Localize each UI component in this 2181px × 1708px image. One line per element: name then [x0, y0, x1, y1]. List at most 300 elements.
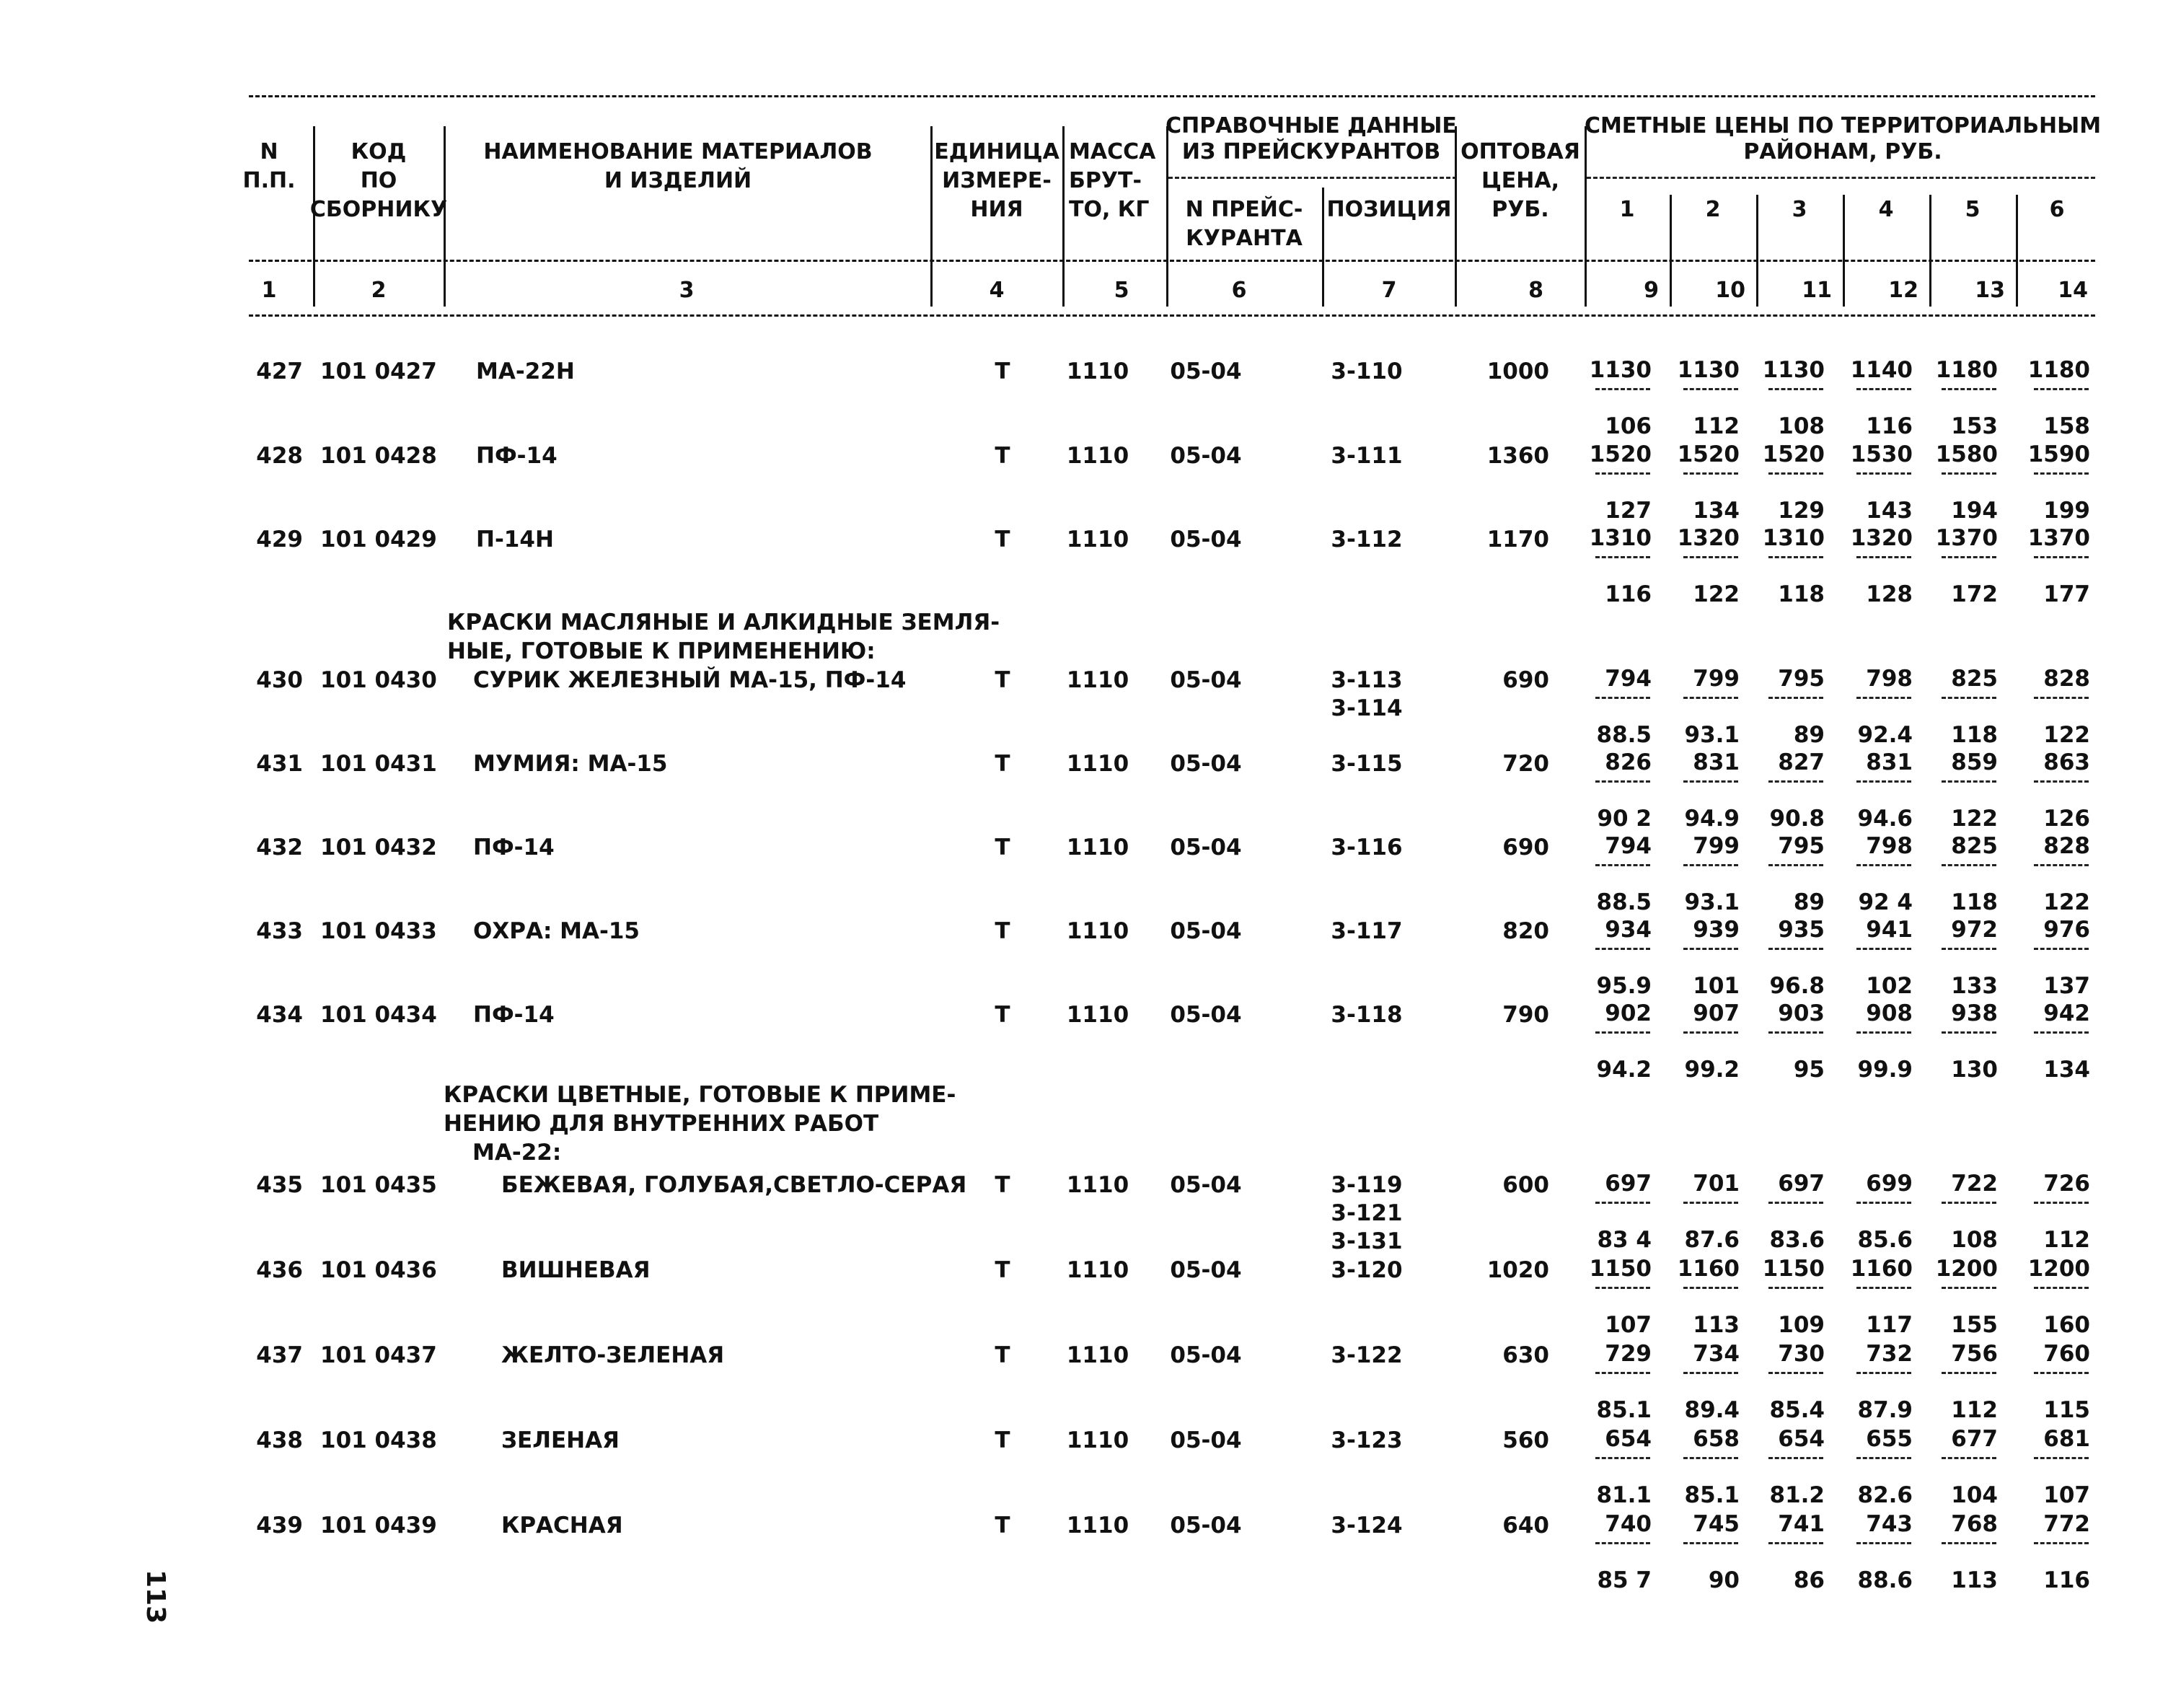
row-region-price-sub: 89	[1793, 722, 1825, 748]
row-unit: Т	[995, 918, 1010, 944]
row-position: 3-119	[1331, 1172, 1403, 1198]
row-region-price-sub: 85.6	[1857, 1227, 1913, 1253]
row-unit: Т	[995, 1427, 1010, 1453]
row-code: 101 0432	[320, 835, 437, 860]
fraction-bar	[2034, 1457, 2089, 1459]
row-region-price: 697	[1605, 1171, 1652, 1197]
header-col5-line3: ТО, КГ	[1069, 197, 1150, 222]
row-region-price-sub: 85.4	[1769, 1397, 1825, 1423]
fraction-bar	[1768, 1202, 1823, 1204]
row-unit: Т	[995, 835, 1010, 860]
fraction-bar	[1856, 1372, 1911, 1374]
row-number: 435	[256, 1172, 303, 1198]
fraction-bar	[1942, 556, 1996, 558]
row-region-price: 1520	[1677, 441, 1740, 467]
page-number: 113	[141, 1570, 170, 1624]
row-region-price: 903	[1778, 1000, 1825, 1026]
row-unit: Т	[995, 527, 1010, 553]
section-heading: НЫЕ, ГОТОВЫЕ К ПРИМЕНЕНИЮ:	[447, 638, 876, 664]
row-code: 101 0434	[320, 1002, 437, 1028]
fraction-bar	[1595, 1457, 1650, 1459]
row-region-price: 1130	[1677, 357, 1740, 383]
row-price-list: 05-04	[1170, 1257, 1242, 1283]
row-region-price-sub: 94.6	[1857, 806, 1913, 832]
row-wholesale-price: 560	[1502, 1427, 1549, 1453]
row-number: 436	[256, 1257, 303, 1283]
fraction-bar	[1942, 948, 1996, 950]
row-position: 3-121	[1331, 1200, 1403, 1226]
row-unit: Т	[995, 443, 1010, 469]
row-region-price-sub: 94.2	[1596, 1057, 1652, 1083]
fraction-bar	[1942, 697, 1996, 699]
row-region-price: 741	[1778, 1511, 1825, 1537]
row-region-price-sub: 99.2	[1684, 1057, 1740, 1083]
col-number: 11	[1802, 278, 1832, 303]
fraction-bar	[2034, 472, 2089, 475]
header-region-4: 4	[1878, 197, 1894, 222]
row-code: 101 0429	[320, 527, 437, 553]
col-number: 1	[261, 278, 277, 303]
row-mass: 1110	[1066, 358, 1129, 384]
row-name: СУРИК ЖЕЛЕЗНЫЙ МА-15, ПФ-14	[473, 667, 907, 693]
row-number: 432	[256, 835, 303, 860]
header-ref-group-line1: СПРАВОЧНЫЕ ДАННЫЕ	[1166, 113, 1457, 138]
header-col2-line3: СБОРНИКУ	[309, 197, 448, 222]
header-col4-line2: ИЗМЕРЕ-	[942, 168, 1052, 193]
row-region-price: 794	[1605, 833, 1652, 859]
row-unit: Т	[995, 1257, 1010, 1283]
row-code: 101 0431	[320, 751, 437, 777]
row-wholesale-price: 690	[1502, 667, 1549, 693]
fraction-bar	[1595, 697, 1650, 699]
row-region-price: 722	[1951, 1171, 1998, 1197]
row-number: 438	[256, 1427, 303, 1453]
row-position: 3-112	[1331, 527, 1403, 553]
fraction-bar	[1595, 556, 1650, 558]
row-region-price-sub: 130	[1951, 1057, 1998, 1083]
fraction-bar	[1856, 472, 1911, 475]
row-position: 3-117	[1331, 918, 1403, 944]
row-region-price-sub: 116	[1605, 581, 1652, 607]
row-region-price: 772	[2043, 1511, 2090, 1537]
row-region-price-sub: 86	[1793, 1567, 1825, 1593]
header-region-1: 1	[1619, 197, 1635, 222]
fraction-bar	[1683, 1457, 1738, 1459]
col-number: 13	[1975, 278, 2005, 303]
header-col1-line1: N	[260, 139, 278, 164]
row-region-price: 795	[1778, 666, 1825, 692]
row-code: 101 0438	[320, 1427, 437, 1453]
fraction-bar	[1683, 864, 1738, 866]
row-region-price: 1310	[1589, 525, 1652, 551]
fraction-bar	[1768, 556, 1823, 558]
row-region-price: 794	[1605, 666, 1652, 692]
fraction-bar	[1595, 1287, 1650, 1289]
row-code: 101 0433	[320, 918, 437, 944]
fraction-bar	[1595, 948, 1650, 950]
row-number: 434	[256, 1002, 303, 1028]
row-mass: 1110	[1066, 1172, 1129, 1198]
row-number: 439	[256, 1513, 303, 1538]
col-separator	[1756, 195, 1758, 307]
fraction-bar	[2034, 780, 2089, 783]
fraction-bar	[1942, 1457, 1996, 1459]
row-region-price-sub: 81.2	[1769, 1482, 1825, 1508]
fraction-bar	[1942, 388, 1996, 390]
row-region-price-sub: 95.9	[1596, 973, 1652, 999]
row-region-price-sub: 85 7	[1597, 1567, 1652, 1593]
row-mass: 1110	[1066, 527, 1129, 553]
row-mass: 1110	[1066, 751, 1129, 777]
header-region-3: 3	[1792, 197, 1807, 222]
header-col7: ПОЗИЦИЯ	[1326, 197, 1452, 222]
row-region-price: 825	[1951, 666, 1998, 692]
row-region-price: 1160	[1677, 1256, 1740, 1282]
ref-group-rule	[1168, 177, 1457, 179]
row-region-price-sub: 118	[1951, 889, 1998, 915]
row-region-price: 768	[1951, 1511, 1998, 1537]
row-price-list: 05-04	[1170, 358, 1242, 384]
section-heading: КРАСКИ ЦВЕТНЫЕ, ГОТОВЫЕ К ПРИМЕ-	[444, 1082, 956, 1108]
row-region-price-sub: 115	[2043, 1397, 2090, 1423]
row-code: 101 0439	[320, 1513, 437, 1538]
fraction-bar	[1768, 780, 1823, 783]
row-region-price-sub: 122	[1693, 581, 1740, 607]
fraction-bar	[1595, 1372, 1650, 1374]
row-price-list: 05-04	[1170, 1342, 1242, 1368]
row-region-price-sub: 87.6	[1684, 1227, 1740, 1253]
row-region-price-sub: 153	[1951, 413, 1998, 439]
row-price-list: 05-04	[1170, 1513, 1242, 1538]
row-region-price-sub: 172	[1951, 581, 1998, 607]
row-mass: 1110	[1066, 918, 1129, 944]
fraction-bar	[1683, 1287, 1738, 1289]
fraction-bar	[2034, 1031, 2089, 1034]
header-col3-line1: НАИМЕНОВАНИЕ МАТЕРИАЛОВ	[483, 139, 873, 164]
row-region-price-sub: 122	[2043, 722, 2090, 748]
row-name: ОХРА: МА-15	[473, 918, 640, 944]
row-position: 3-124	[1331, 1513, 1403, 1538]
header-col8-line3: РУБ.	[1492, 197, 1549, 222]
fraction-bar	[1595, 388, 1650, 390]
row-region-price: 677	[1951, 1426, 1998, 1452]
header-region-6: 6	[2049, 197, 2065, 222]
fraction-bar	[2034, 388, 2089, 390]
row-region-price-sub: 129	[1778, 498, 1825, 524]
fraction-bar	[1595, 1031, 1650, 1034]
row-region-price: 1370	[2027, 525, 2090, 551]
header-col4-line3: НИЯ	[970, 197, 1023, 222]
header-region-5: 5	[1965, 197, 1980, 222]
row-name: БЕЖЕВАЯ, ГОЛУБАЯ,СВЕТЛО-СЕРАЯ	[501, 1172, 967, 1198]
row-price-list: 05-04	[1170, 667, 1242, 693]
section-heading: МА-22:	[472, 1140, 562, 1166]
row-region-price: 1320	[1677, 525, 1740, 551]
fraction-bar	[1768, 1287, 1823, 1289]
row-region-price: 828	[2043, 666, 2090, 692]
fraction-bar	[2034, 1202, 2089, 1204]
row-region-price: 795	[1778, 833, 1825, 859]
row-region-price: 935	[1778, 917, 1825, 943]
row-region-price: 938	[1951, 1000, 1998, 1026]
row-region-price: 859	[1951, 749, 1998, 775]
fraction-bar	[1683, 556, 1738, 558]
section-heading: НЕНИЮ ДЛЯ ВНУТРЕННИХ РАБОТ	[444, 1111, 879, 1137]
row-region-price: 1160	[1850, 1256, 1913, 1282]
row-price-list: 05-04	[1170, 1172, 1242, 1198]
col-separator	[1929, 195, 1931, 307]
row-region-price-sub: 118	[1951, 722, 1998, 748]
row-price-list: 05-04	[1170, 835, 1242, 860]
row-wholesale-price: 1170	[1486, 527, 1549, 553]
row-region-price-sub: 112	[1693, 413, 1740, 439]
row-wholesale-price: 1000	[1486, 358, 1549, 384]
fraction-bar	[1856, 1287, 1911, 1289]
fraction-bar	[1768, 948, 1823, 950]
row-code: 101 0428	[320, 443, 437, 469]
row-region-price: 799	[1693, 833, 1740, 859]
row-wholesale-price: 630	[1502, 1342, 1549, 1368]
row-unit: Т	[995, 1342, 1010, 1368]
row-region-price: 1520	[1589, 441, 1652, 467]
row-unit: Т	[995, 358, 1010, 384]
col-number: 8	[1528, 278, 1543, 303]
row-region-price: 908	[1866, 1000, 1913, 1026]
row-region-price: 1310	[1762, 525, 1825, 551]
row-mass: 1110	[1066, 1002, 1129, 1028]
header-top-rule	[249, 95, 2095, 97]
row-wholesale-price: 1360	[1486, 443, 1549, 469]
col-separator	[1062, 126, 1065, 307]
row-region-price: 1530	[1850, 441, 1913, 467]
row-mass: 1110	[1066, 1257, 1129, 1283]
fraction-bar	[1942, 1372, 1996, 1374]
row-position: 3-123	[1331, 1427, 1403, 1453]
row-region-price-sub: 81.1	[1596, 1482, 1652, 1508]
fraction-bar	[2034, 1372, 2089, 1374]
col-number: 12	[1888, 278, 1918, 303]
row-region-price: 1150	[1589, 1256, 1652, 1282]
fraction-bar	[1942, 1202, 1996, 1204]
row-region-price: 654	[1605, 1426, 1652, 1452]
row-code: 101 0437	[320, 1342, 437, 1368]
row-region-price-sub: 122	[2043, 889, 2090, 915]
row-wholesale-price: 1020	[1486, 1257, 1549, 1283]
row-position: 3-115	[1331, 751, 1403, 777]
row-region-price: 902	[1605, 1000, 1652, 1026]
row-region-price-sub: 158	[2043, 413, 2090, 439]
row-position: 3-114	[1331, 695, 1403, 721]
row-region-price: 826	[1605, 749, 1652, 775]
row-region-price-sub: 90	[1708, 1567, 1740, 1593]
col-separator	[1455, 126, 1457, 307]
row-region-price-sub: 88.6	[1857, 1567, 1913, 1593]
fraction-bar	[1683, 780, 1738, 783]
row-number: 427	[256, 358, 303, 384]
row-region-price: 1200	[2027, 1256, 2090, 1282]
row-name: КРАСНАЯ	[501, 1513, 623, 1538]
row-region-price-sub: 118	[1778, 581, 1825, 607]
row-position: 3-113	[1331, 667, 1403, 693]
col-separator	[1843, 195, 1845, 307]
row-unit: Т	[995, 667, 1010, 693]
row-region-price: 740	[1605, 1511, 1652, 1537]
row-unit: Т	[995, 1172, 1010, 1198]
row-region-price-sub: 112	[1951, 1397, 1998, 1423]
header-col8-line2: ЦЕНА,	[1481, 168, 1560, 193]
header-col5-line2: БРУТ-	[1069, 168, 1142, 193]
row-region-price: 1520	[1762, 441, 1825, 467]
header-col3-line2: И ИЗДЕЛИЙ	[604, 168, 752, 193]
row-code: 101 0427	[320, 358, 437, 384]
row-region-price-sub: 194	[1951, 498, 1998, 524]
row-name: ПФ-14	[476, 443, 558, 469]
row-region-price-sub: 134	[1693, 498, 1740, 524]
row-region-price-sub: 85.1	[1684, 1482, 1740, 1508]
row-name: ВИШНЕВАЯ	[501, 1257, 651, 1283]
row-region-price: 828	[2043, 833, 2090, 859]
row-region-price: 681	[2043, 1426, 2090, 1452]
fraction-bar	[1942, 864, 1996, 866]
row-region-price-sub: 126	[2043, 806, 2090, 832]
fraction-bar	[1683, 1202, 1738, 1204]
row-region-price-sub: 101	[1693, 973, 1740, 999]
col-separator	[1585, 126, 1587, 307]
row-region-price: 799	[1693, 666, 1740, 692]
row-region-price-sub: 95	[1793, 1057, 1825, 1083]
row-region-price: 1370	[1935, 525, 1998, 551]
row-mass: 1110	[1066, 443, 1129, 469]
col-number: 6	[1231, 278, 1247, 303]
row-name: МУМИЯ: МА-15	[473, 751, 668, 777]
row-region-price-sub: 102	[1866, 973, 1913, 999]
fraction-bar	[1683, 1542, 1738, 1544]
row-region-price-sub: 107	[1605, 1312, 1652, 1338]
col-separator	[930, 126, 933, 307]
row-region-price: 701	[1693, 1171, 1740, 1197]
row-code: 101 0435	[320, 1172, 437, 1198]
header-col8-line1: ОПТОВАЯ	[1460, 139, 1580, 164]
row-region-price: 825	[1951, 833, 1998, 859]
row-region-price: 976	[2043, 917, 2090, 943]
row-position: 3-116	[1331, 835, 1403, 860]
fraction-bar	[1856, 556, 1911, 558]
row-region-price-sub: 155	[1951, 1312, 1998, 1338]
row-region-price-sub: 116	[2043, 1567, 2090, 1593]
row-region-price-sub: 122	[1951, 806, 1998, 832]
row-region-price: 941	[1866, 917, 1913, 943]
col-number: 2	[371, 278, 387, 303]
fraction-bar	[1595, 1542, 1650, 1544]
fraction-bar	[1683, 697, 1738, 699]
row-wholesale-price: 720	[1502, 751, 1549, 777]
row-region-price-sub: 90 2	[1597, 806, 1652, 832]
row-region-price-sub: 93.1	[1684, 889, 1740, 915]
fraction-bar	[1595, 472, 1650, 475]
row-region-price: 831	[1693, 749, 1740, 775]
col-number: 3	[679, 278, 695, 303]
header-col1-line2: П.П.	[242, 168, 296, 193]
row-name: ЖЕЛТО-ЗЕЛЕНАЯ	[501, 1342, 725, 1368]
row-region-price-sub: 112	[2043, 1227, 2090, 1253]
row-position: 3-118	[1331, 1002, 1403, 1028]
header-col6-line2: КУРАНТА	[1186, 226, 1303, 251]
row-region-price-sub: 90.8	[1769, 806, 1825, 832]
row-wholesale-price: 820	[1502, 918, 1549, 944]
row-region-price-sub: 83 4	[1597, 1227, 1652, 1253]
header-regions-line2: РАЙОНАМ, РУБ.	[1743, 139, 1942, 164]
row-number: 428	[256, 443, 303, 469]
fraction-bar	[1595, 864, 1650, 866]
row-region-price-sub: 113	[1951, 1567, 1998, 1593]
row-mass: 1110	[1066, 1342, 1129, 1368]
fraction-bar	[1856, 1542, 1911, 1544]
row-region-price-sub: 92 4	[1858, 889, 1913, 915]
row-region-price: 798	[1866, 666, 1913, 692]
row-wholesale-price: 600	[1502, 1172, 1549, 1198]
row-price-list: 05-04	[1170, 751, 1242, 777]
row-region-price: 863	[2043, 749, 2090, 775]
row-region-price: 831	[1866, 749, 1913, 775]
row-unit: Т	[995, 1002, 1010, 1028]
col-number: 7	[1381, 278, 1397, 303]
row-region-price-sub: 99.9	[1857, 1057, 1913, 1083]
row-region-price: 1130	[1762, 357, 1825, 383]
col-number: 14	[2058, 278, 2088, 303]
fraction-bar	[1768, 472, 1823, 475]
row-region-price-sub: 88.5	[1596, 722, 1652, 748]
row-region-price: 745	[1693, 1511, 1740, 1537]
fraction-bar	[1856, 1457, 1911, 1459]
header-col6-line1: N ПРЕЙС-	[1185, 197, 1303, 222]
row-name: ЗЕЛЕНАЯ	[501, 1427, 620, 1453]
row-number: 429	[256, 527, 303, 553]
row-region-price-sub: 88.5	[1596, 889, 1652, 915]
row-region-price: 726	[2043, 1171, 2090, 1197]
row-unit: Т	[995, 751, 1010, 777]
col-number: 4	[989, 278, 1005, 303]
col-number: 5	[1114, 278, 1129, 303]
row-region-price: 827	[1778, 749, 1825, 775]
row-number: 433	[256, 918, 303, 944]
header-bottom-rule	[249, 314, 2095, 317]
fraction-bar	[1942, 1031, 1996, 1034]
row-wholesale-price: 640	[1502, 1513, 1549, 1538]
fraction-bar	[2034, 864, 2089, 866]
row-mass: 1110	[1066, 667, 1129, 693]
fraction-bar	[2034, 556, 2089, 558]
row-region-price-sub: 117	[1866, 1312, 1913, 1338]
row-region-price-sub: 160	[2043, 1312, 2090, 1338]
row-mass: 1110	[1066, 835, 1129, 860]
row-region-price-sub: 89.4	[1684, 1397, 1740, 1423]
header-col2-line2: ПО	[360, 168, 397, 193]
row-price-list: 05-04	[1170, 1002, 1242, 1028]
row-region-price-sub: 106	[1605, 413, 1652, 439]
row-region-price: 658	[1693, 1426, 1740, 1452]
fraction-bar	[1683, 948, 1738, 950]
fraction-bar	[1595, 780, 1650, 783]
row-region-price-sub: 108	[1778, 413, 1825, 439]
row-position: 3-111	[1331, 443, 1403, 469]
row-region-price: 798	[1866, 833, 1913, 859]
row-region-price-sub: 116	[1866, 413, 1913, 439]
row-region-price-sub: 94.9	[1684, 806, 1740, 832]
row-region-price: 756	[1951, 1341, 1998, 1367]
row-number: 437	[256, 1342, 303, 1368]
row-region-price-sub: 83.6	[1769, 1227, 1825, 1253]
row-region-price: 1180	[2027, 357, 2090, 383]
